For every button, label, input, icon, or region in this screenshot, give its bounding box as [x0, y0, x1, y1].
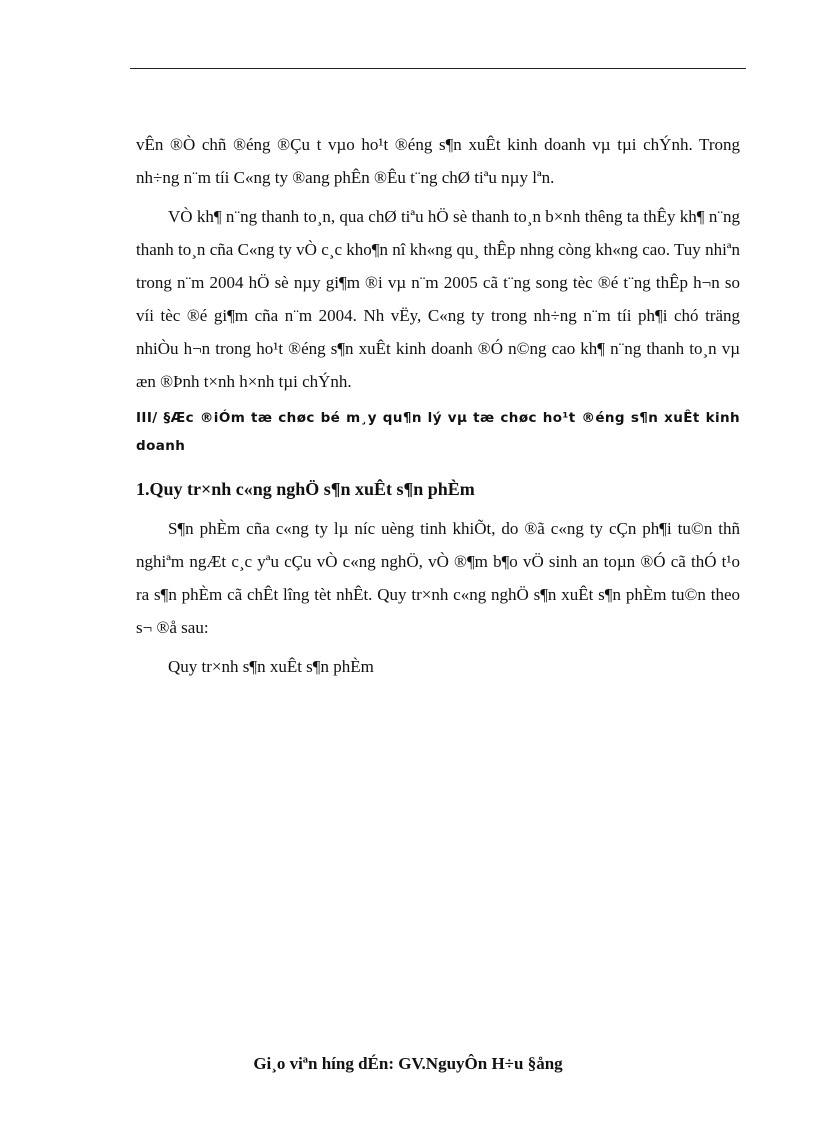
diagram-caption: Quy tr×nh s¶n xuÊt s¶n phÈm [168, 657, 374, 676]
sub-heading: 1.Quy tr×nh c«ng nghÖ s¶n xuÊt s¶n phÈm [136, 479, 475, 499]
header-rule [130, 68, 746, 69]
paragraph-product: S¶n phÈm cña c«ng ty lµ níc uèng tinh khiÕt, do ®ã c«ng ty cÇn ph¶i tu©n thñ nghiªm ngÆt c¸c yªu cÇu vÒ c«ng nghÖ, vÒ ®¶m b¶o vÖ sinh an toµn ®Ó cã thÓ t¹o ra s¶n phÈm cã chÊt lîng tèt nhÊt. Quy tr×nh c«ng nghÖ s¶n xuÊt s¶n phÈm tu©n theo s¬ ®å sau: [136, 519, 740, 637]
paragraph-continuation: vÊn ®Ò chñ ®éng ®Çu t vµo ho¹t ®éng s¶n xuÊt kinh doanh vµ tµi chÝnh. Trong nh÷ng n¨m tíi C«ng ty ®ang phÊn ®Êu t¨ng chØ tiªu nµy lªn. [136, 135, 740, 187]
page-content [136, 128, 740, 683]
footer-instructor: Gi¸o viªn híng dÉn: GV.NguyÔn H÷u §ång [253, 1054, 563, 1073]
paragraph-solvency: VÒ kh¶ n¨ng thanh to¸n, qua chØ tiªu hÖ sè thanh to¸n b×nh thêng ta thÊy kh¶ n¨ng thanh to¸n cña C«ng ty vÒ c¸c kho¶n nî kh«ng qu¸ thÊp nhng còng kh«ng cao. Tuy nhiªn trong n¨m 2004 hÖ sè nµy gi¶m ®i vµ n¨m 2005 cã t¨ng song tèc ®é t¨ng thÊp h¬n so víi tèc ®é gi¶m cña n¨m 2004. Nh vËy, C«ng ty trong nh÷ng n¨m tíi ph¶i chó träng nhiÒu h¬n trong ho¹t ®éng s¶n xuÊt kinh doanh ®Ó n©ng cao kh¶ n¨ng thanh to¸n vµ æn ®Þnh t×nh h×nh tµi chÝnh. [136, 207, 740, 391]
section-heading: III/ §Æc ®iÓm tæ chøc bé m¸y qu¶n lý vµ tæ chøc ho¹t ®éng s¶n xuÊt kinh doanh [136, 410, 740, 454]
